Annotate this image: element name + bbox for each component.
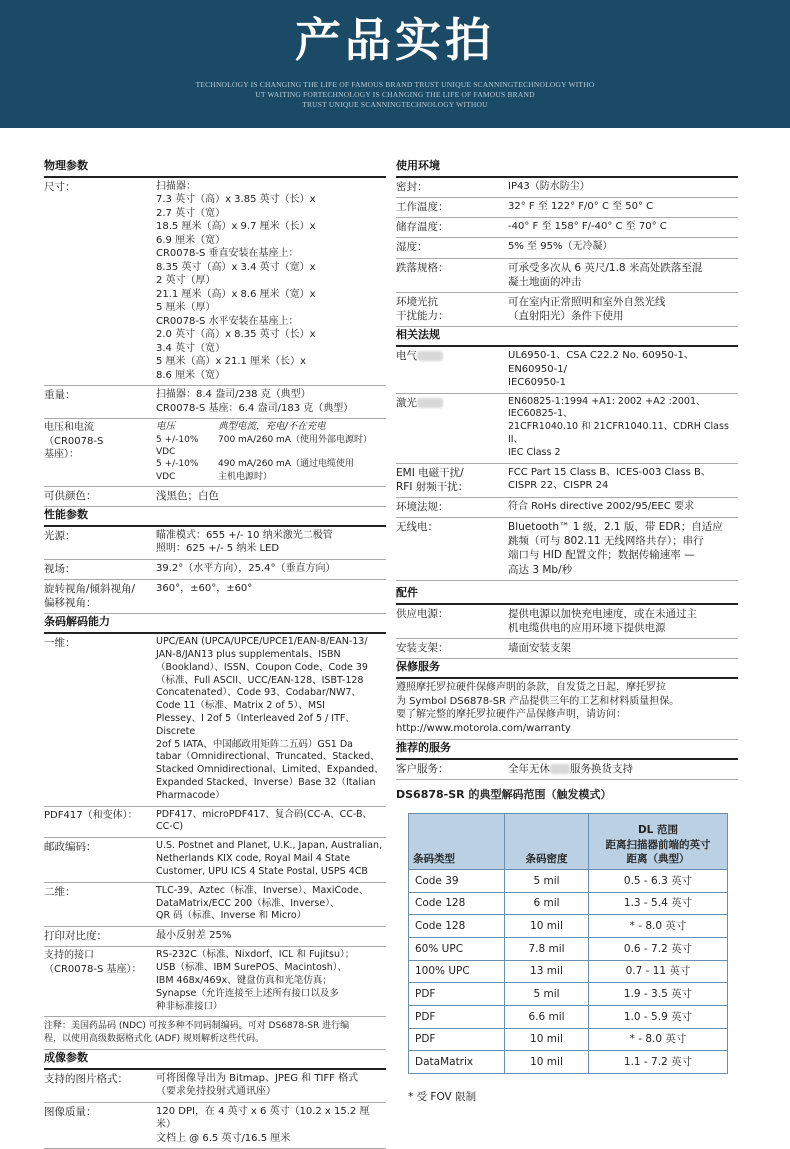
power-table <box>156 421 386 482</box>
spec-key: 旋转视角/倾斜视角/ 偏移视角： <box>44 582 136 610</box>
table-row <box>409 915 728 938</box>
spec-row-pdf417 <box>44 807 386 839</box>
spec-key: 安装支架： <box>396 642 449 655</box>
cell-density: 5 mil <box>505 869 589 892</box>
spec-value: 可承受多次从 6 英尺/1.8 米高处跌落至混 凝土地面的冲击 <box>508 261 703 288</box>
power-row <box>156 434 386 458</box>
spec-row-2d <box>44 883 386 927</box>
spec-key: 环境法规： <box>396 500 449 513</box>
spec-row-ambient-light <box>396 293 738 327</box>
power-voltage: 5 +/-10% VDC <box>156 435 199 458</box>
spec-key: 客户服务： <box>396 762 449 775</box>
spec-key-text: 激光 <box>396 396 417 409</box>
spec-key: 支持的图片格式： <box>44 1072 128 1085</box>
cell-density: 6.6 mil <box>505 1006 589 1029</box>
spec-row-light-source <box>44 527 386 560</box>
power-header <box>156 421 386 434</box>
spec-value: 提供电源以加快充电速度，或在未通过主 机电缆供电的应用环境下提供电源 <box>508 607 697 634</box>
spec-value: 扫描器： 7.3 英寸（高）x 3.85 英寸（长）x 2.7 英寸（宽） 18.5 厘米（高）x 9.7 厘米（长）x 6.9 厘米（宽） CR0078-S 垂直安装在基座上： 8.35 英寸（高）x 3.4 英寸（宽）x 2 英寸（厚） 21.1 厘米（高）x 8.6 厘米（宽）x 5 厘米（厚） CR0078-S 水平安装在基座上： 2.0 英寸（高）x 8.35 英寸（长）x 3.4 英寸（宽） 5 厘米（高）x 21.1 厘米（长）x 8.6 厘米（宽） <box>156 180 316 381</box>
decode-range-table <box>408 813 728 1074</box>
table-row <box>409 937 728 960</box>
header-subtitle <box>90 80 700 110</box>
spec-key: 视场： <box>44 562 76 575</box>
spec-value: UPC/EAN (UPCA/UPCE/UPCE1/EAN-8/EAN-13/ JAN-8/JAN13 plus supplementals、ISBN （Bookland）、ISSN、Coupon Code、Code 39 （标准、Full ASCII、UCC/EAN-128、ISBT-128 Concatenated）、Code 93、Codabar/NW7、 Code 11（标准、Matrix 2 of 5）、MSI Plessey、I 2of 5（Interleaved 2of 5 / ITF、Discrete 2of 5 IATA、中国邮政用矩阵二五码）GS1 Da tabar（Omnidirectional、Truncated、Stacked、 Stacked Omnidirectional、Limited、Expanded、 Expanded Stacked、Inverse）Base 32（Italian Pharmacode） <box>156 636 384 801</box>
cell-density: 6 mil <box>505 892 589 915</box>
cell-range: 0.5 - 6.3 英寸 <box>589 869 728 892</box>
table-row <box>409 983 728 1006</box>
spec-row-size <box>44 178 386 387</box>
cell-symbology: Code 128 <box>409 915 505 938</box>
spec-row-humidity <box>396 238 738 258</box>
spec-key: 环境光抗 干扰能力： <box>396 295 449 323</box>
subtitle-line: UT WAITING FORTECHNOLOGY IS CHANGING THE LIFE OF FAMOUS BRAND <box>255 90 535 99</box>
power-header-voltage: 电压 <box>156 421 176 433</box>
power-voltage: 5 +/-10% VDC <box>156 459 199 482</box>
spec-value: UL6950-1、CSA C22.2 No. 60950-1、EN60950-1/ IEC60950-1 <box>508 350 694 389</box>
spec-row-radio <box>396 518 738 581</box>
spec-key: 邮政编码： <box>44 841 97 854</box>
decode-note: 注释：美国药品码 (NDC) 可按多种不同码制编码。可对 DS6878-SR 进行编 程，以使用高级数据格式化 (ADF) 规则解析这些代码。 <box>44 1017 386 1049</box>
cell-symbology: Code 128 <box>409 892 505 915</box>
cell-density: 7.8 mil <box>505 937 589 960</box>
cell-symbology: DataMatrix <box>409 1051 505 1074</box>
spec-value: 39.2°（水平方向），25.4°（垂直方向） <box>156 562 336 574</box>
spec-key: PDF417（和变体）： <box>44 809 138 821</box>
cell-range: 0.6 - 7.2 英寸 <box>589 937 728 960</box>
spec-key: 储存温度： <box>396 221 449 234</box>
spec-row-seal <box>396 178 738 198</box>
spec-key: 无线电： <box>396 521 438 534</box>
spec-key-text: 电气 <box>396 350 417 363</box>
spec-value: PDF417、microPDF417、复合码(CC-A、CC-B、 CC-C) <box>156 808 372 833</box>
spec-key: EMI 电磁干扰/ RFI 射频干扰： <box>396 466 469 493</box>
cell-symbology: Code 39 <box>409 869 505 892</box>
spec-row-image-format <box>44 1070 386 1103</box>
cell-symbology: PDF <box>409 983 505 1006</box>
spec-row-contrast <box>44 927 386 947</box>
spec-value: 符合 RoHs directive 2002/95/EEC 要求 <box>508 500 695 512</box>
cell-symbology: 60% UPC <box>409 937 505 960</box>
spec-value: IP43（防水防尘） <box>508 180 590 192</box>
spec-row-storage-temp <box>396 218 738 238</box>
warranty-text: 遵照摩托罗拉硬件保修声明的条款，自发货之日起，摩托罗拉 为 Symbol DS6878-SR 产品提供三年的工艺和材料质量担保。 要了解完整的摩托罗拉硬件产品保修声明，请访问： http://www.motorola.com/warranty <box>396 679 738 740</box>
spec-row-laser <box>396 394 738 464</box>
section-regulatory-title: 相关法规 <box>396 327 738 347</box>
spec-key <box>396 396 508 460</box>
spec-row-power <box>44 419 386 486</box>
left-column <box>44 158 386 1149</box>
spec-row-emi <box>396 464 738 498</box>
section-imaging-title: 成像参数 <box>44 1050 386 1070</box>
spec-value: 可在室内正常照明和室外自然光线 （直射阳光）条件下使用 <box>508 295 666 323</box>
spec-key <box>396 349 508 390</box>
section-physical-title: 物理参数 <box>44 158 386 178</box>
cell-range: 1.1 - 7.2 英寸 <box>589 1051 728 1074</box>
spec-value: 360°，±60°，±60° <box>156 582 253 594</box>
spec-row-1d <box>44 634 386 807</box>
spec-value: 32° F 至 122° F/0° C 至 50° C <box>508 201 654 213</box>
cell-symbology: PDF <box>409 1006 505 1029</box>
section-warranty-title: 保修服务 <box>396 659 738 679</box>
spec-key: 尺寸： <box>44 180 76 193</box>
table-row <box>409 869 728 892</box>
spec-value <box>508 762 738 776</box>
spec-value: -40° F 至 158° F/-40° C 至 70° C <box>508 221 667 233</box>
cell-density: 10 mil <box>505 1028 589 1051</box>
spec-value: 浅黑色；白色 <box>156 489 219 502</box>
spec-value: 最小反射差 25% <box>156 930 232 942</box>
table-row <box>409 1028 728 1051</box>
spec-value: 扫描器：8.4 盎司/238 克（典型） CR0078-S 基座：6.4 盎司/183 克（典型） <box>156 389 354 414</box>
spec-key: 图像质量： <box>44 1105 97 1118</box>
power-header-current: 典型电流，充电/不在充电 <box>218 421 326 433</box>
blurred-text <box>417 398 443 408</box>
power-row <box>156 458 386 482</box>
cell-symbology: PDF <box>409 1028 505 1051</box>
spec-value: FCC Part 15 Class B、ICES-003 Class B、 CISPR 22、CISPR 24 <box>508 466 711 492</box>
cell-symbology: 100% UPC <box>409 960 505 983</box>
spec-value: Bluetooth™ 1 级，2.1 版，带 EDR；自适应 跳频（可与 802.11 无线网络共存）；串行 端口与 HID 配置文件；数据传输速率 — 高达 3 Mb/秒 <box>508 521 723 576</box>
cell-range: 1.0 - 5.9 英寸 <box>589 1006 728 1029</box>
cell-range: 1.9 - 3.5 英寸 <box>589 983 728 1006</box>
blurred-text <box>550 764 570 774</box>
spec-key: 重量： <box>44 389 76 402</box>
section-performance-title: 性能参数 <box>44 507 386 527</box>
spec-row-drop <box>396 259 738 293</box>
spec-key: 一维： <box>44 637 76 650</box>
spec-value: 5% 至 95%（无冷凝） <box>508 241 613 253</box>
subtitle-line: TRUST UNIQUE SCANNINGTECHNOLOGY WITHOU <box>302 100 488 109</box>
header-banner <box>0 0 790 128</box>
cell-range: 1.3 - 5.4 英寸 <box>589 892 728 915</box>
table-row <box>409 1051 728 1074</box>
table-row <box>409 960 728 983</box>
spec-value: EN60825-1:1994 +A1: 2002 +A2 :2001、IEC60825-1、 21CFR1040.10 和 21CFR1040.11、CDRH Class II、 IEC Class 2 <box>508 395 729 458</box>
spec-key: 密封： <box>396 180 428 193</box>
section-env-title: 使用环境 <box>396 158 738 178</box>
section-service-title: 推荐的服务 <box>396 740 738 760</box>
spec-row-env-regulation <box>396 498 738 518</box>
spec-value: 可将图像导出为 Bitmap、JPEG 和 TIFF 格式 （要求免持投射式通讯座） <box>156 1072 359 1098</box>
cell-density: 10 mil <box>505 1051 589 1074</box>
spec-key: 湿度： <box>396 241 428 254</box>
spec-value: RS-232C（标准、Nixdorf、ICL 和 Fujitsu）； USB（标准、IBM SurePOS、Macintosh）、 IBM 468x/469x、键盘仿真和光笔仿真； Synapse（允许连接至上述所有接口以及多 种非标准接口） <box>156 949 355 1012</box>
spec-row-interface <box>44 947 386 1017</box>
spec-value: 120 DPI，在 4 英寸 x 6 英寸（10.2 x 15.2 厘米） 文档上 @ 6.5 英寸/16.5 厘米 <box>156 1105 370 1144</box>
spec-value: TLC-39、Aztec（标准、Inverse）、MaxiCode、 DataMatrix/ECC 200（标准、Inverse）、 QR 码（标准、Inverse 和 Micro） <box>156 884 369 922</box>
cell-range: * - 8.0 英寸 <box>589 1028 728 1051</box>
col-header-range: DL 范围 距离扫描器前端的英寸 距离（典型） <box>589 813 728 869</box>
page-title: 产品实拍 <box>295 13 495 67</box>
table-row <box>409 892 728 915</box>
spec-row-postal <box>44 838 386 882</box>
cell-density: 10 mil <box>505 915 589 938</box>
service-text-a: 全年无休 <box>508 762 550 775</box>
power-current: 490 mA/260 mA（通过电缆使用 主机电源时） <box>218 459 354 482</box>
spec-key: 打印对比度： <box>44 930 107 943</box>
right-column <box>396 158 738 1104</box>
power-current: 700 mA/260 mA（使用外部电源时） <box>218 435 372 446</box>
col-header-symbology: 条码类型 <box>409 813 505 869</box>
range-table-title: DS6878-SR 的典型解码范围（触发模式） <box>396 788 612 802</box>
spec-key: 支持的接口 （CR0078-S 基座）： <box>44 950 142 975</box>
spec-row-weight <box>44 386 386 419</box>
spec-row-color <box>44 487 386 507</box>
spec-key: 电压和电流 （CR0078-S 基座）： <box>44 422 104 461</box>
table-row <box>409 1006 728 1029</box>
section-accessories-title: 配件 <box>396 585 738 605</box>
spec-row-angle <box>44 580 386 614</box>
spec-row-fov <box>44 560 386 580</box>
range-footnote: * 受 FOV 限制 <box>408 1091 477 1104</box>
spec-row-customer-service <box>396 760 738 780</box>
spec-row-electrical <box>396 347 738 394</box>
spec-key: 二维： <box>44 885 76 898</box>
cell-range: 0.7 - 11 英寸 <box>589 960 728 983</box>
spec-key: 可供颜色： <box>44 489 97 502</box>
cell-density: 13 mil <box>505 960 589 983</box>
spec-key: 工作温度： <box>396 201 449 214</box>
spec-row-image-quality <box>44 1103 386 1149</box>
subtitle-line: TECHNOLOGY IS CHANGING THE LIFE OF FAMOUS BRAND TRUST UNIQUE SCANNINGTECHNOLOGY WITHO <box>195 80 595 89</box>
cell-range: * - 8.0 英寸 <box>589 915 728 938</box>
cell-density: 5 mil <box>505 983 589 1006</box>
service-text-b: 服务换货支持 <box>570 762 633 775</box>
spec-value: U.S. Postnet and Planet, U.K., Japan, Australian, Netherlands KIX code, Royal Mail 4 State Customer, UPU ICS 4 State Postal, USPS 4CB <box>156 840 383 877</box>
spec-key: 跌落规格： <box>396 261 449 274</box>
spec-key: 光源： <box>44 529 76 542</box>
spec-row-power-supply <box>396 605 738 639</box>
blurred-text <box>417 351 443 361</box>
spec-row-op-temp <box>396 198 738 218</box>
spec-value: 墙面安装支架 <box>508 642 571 655</box>
spec-key: 供应电源： <box>396 607 449 620</box>
table-header-row <box>409 813 728 869</box>
spec-row-mount <box>396 639 738 659</box>
spec-value: 瞄准模式：655 +/- 10 纳米激光二极管 照明：625 +/- 5 纳米 LED <box>156 529 333 555</box>
section-decode-title: 条码解码能力 <box>44 614 386 634</box>
col-header-density: 条码密度 <box>505 813 589 869</box>
